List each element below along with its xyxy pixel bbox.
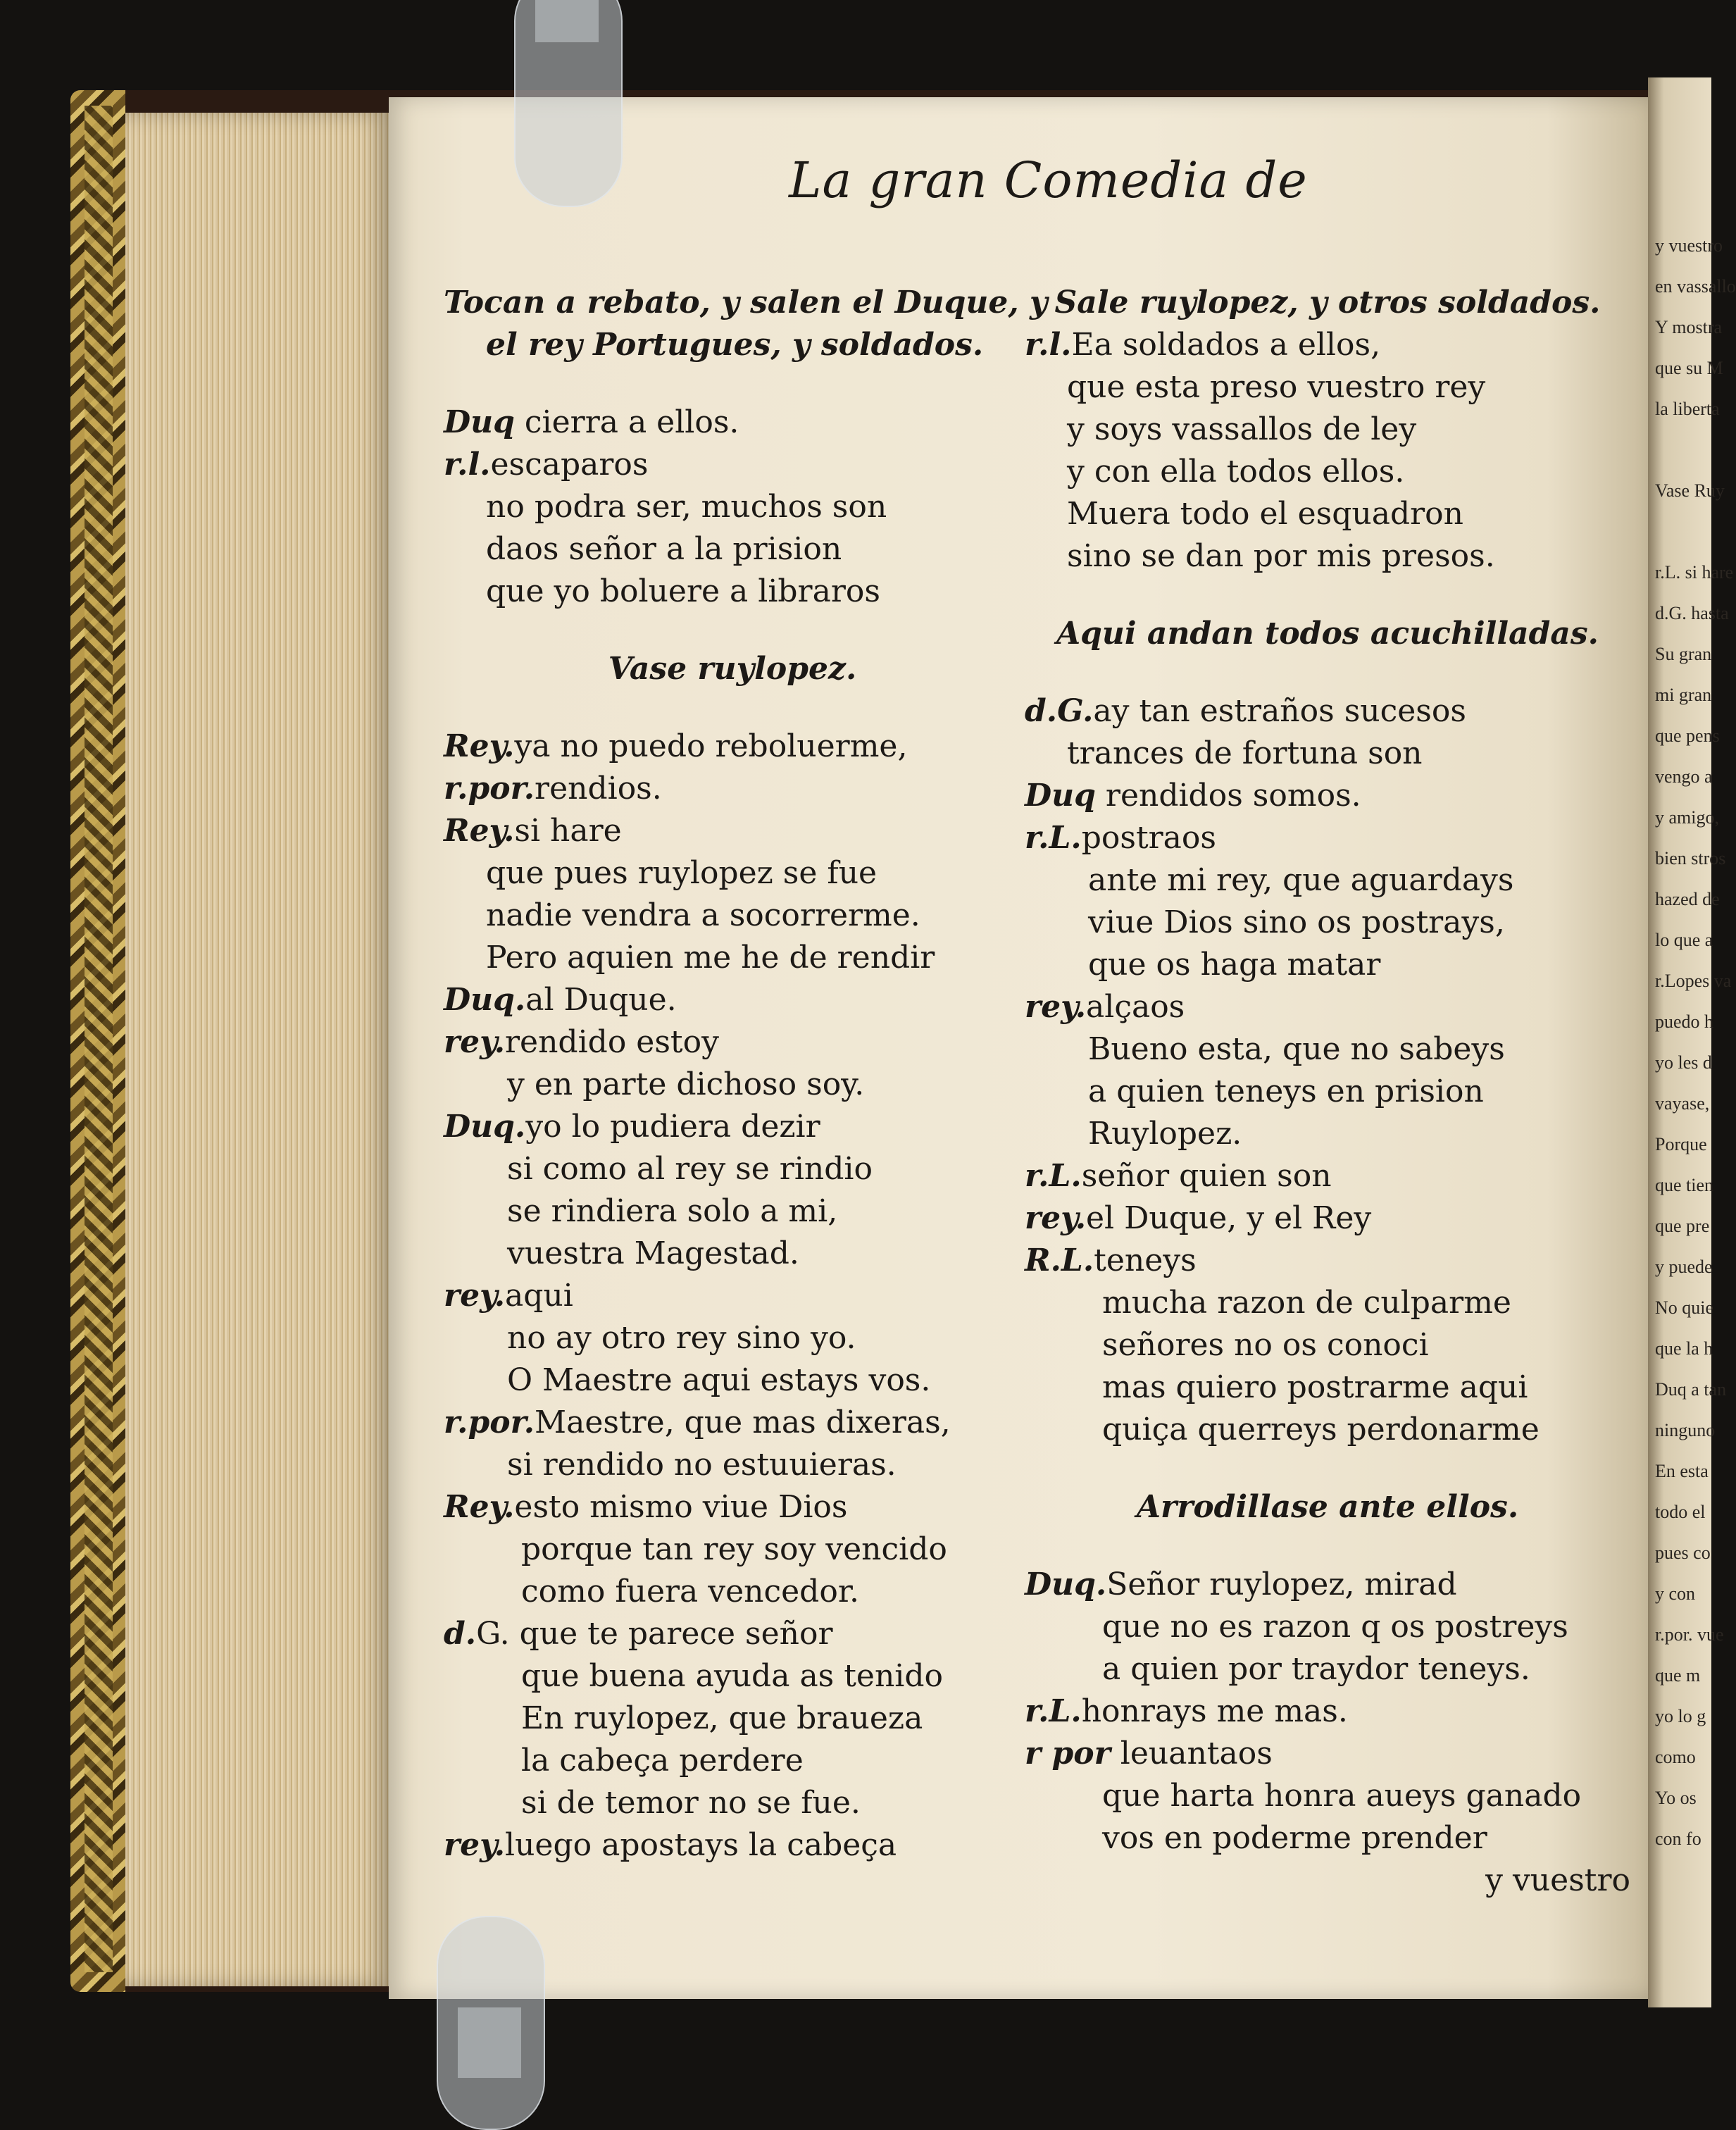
verse-line: Muera todo el esquadron [1067,496,1463,532]
line-gap [1025,578,1630,613]
facing-page-fragment: r.Lopes va [1655,971,1732,991]
line-gap [1025,1451,1630,1486]
verse-text: señor quien son [1081,1158,1332,1194]
verse-text: leuantaos [1110,1736,1273,1771]
speaker-prefix: r por [1025,1736,1111,1771]
speaker-prefix: d. [444,1616,477,1652]
speaker-prefix: Rey. [444,728,515,764]
facing-page-text-fragments [1655,225,1736,1860]
speaker-prefix: Duq. [1025,1567,1107,1602]
verse-text: ya no puedo reboluerme, [514,728,908,764]
speaker-prefix: rey. [1025,1200,1087,1236]
verse-line: ante mi rey, que aguardays [1088,862,1514,898]
speech-line [444,725,1021,768]
line-gap [1025,655,1630,690]
line-gap [444,613,1021,648]
facing-page-fragment: que tien [1655,1175,1714,1195]
speaker-prefix: Rey. [444,1489,515,1525]
stage-direction: Sale ruylopez, y otros soldados. [1054,285,1601,320]
speech-line [1025,324,1630,366]
facing-page-fragment: r.L. si hare [1655,562,1734,583]
speaker-prefix: r.l. [444,447,491,482]
verse-line: daos señor a la prision [486,531,842,567]
facing-page-fragment: con fo [1655,1829,1701,1849]
speaker-prefix: rey. [444,1278,506,1314]
verse-text: escaparos [490,447,649,482]
speaker-prefix: r.L. [1025,1158,1082,1194]
speech-line [444,979,1021,1021]
facing-page-fragment: como [1655,1747,1696,1767]
verse-line: mucha razon de culparme [1102,1285,1511,1321]
speaker-prefix: Rey. [444,813,515,849]
verse-line: que pues ruylopez se fue [486,855,878,891]
verse-line: O Maestre aqui estays vos. [507,1362,931,1398]
speech-line [444,810,1021,852]
left-text-column [444,282,1048,1867]
facing-page-fragment: lo que a [1655,930,1713,950]
verse-line: que harta honra aueys ganado [1102,1778,1582,1814]
verse-line: que yo boluere a libraros [486,573,880,609]
speaker-prefix: rey. [444,1827,506,1863]
speech-line [444,1021,1021,1064]
facing-page-fragment: yo lo g [1655,1706,1706,1726]
stage-direction: Tocan a rebato, y salen el Duque, y [444,285,1048,320]
catchword: y vuestro [1485,1862,1630,1898]
verse-line: Ruylopez. [1088,1116,1242,1152]
facing-page-fragment: hazed de [1655,889,1720,909]
verse-line: trances de fortuna son [1067,735,1423,771]
verse-text: teneys [1094,1242,1197,1278]
speech-line [1025,775,1630,817]
line-gap [444,366,1021,401]
facing-page-fragment [1655,430,1711,471]
facing-page-fragment: No quie [1655,1297,1714,1318]
facing-page-fragment: puedo h [1655,1011,1714,1032]
facing-page-fragment: En esta [1655,1461,1709,1481]
page-clip-bottom [437,1916,545,2130]
speech-line [1025,690,1630,733]
facing-page-fragment: todo el [1655,1502,1706,1522]
facing-page-fragment: Yo os [1655,1788,1697,1808]
verse-line: vos en poderme prender [1102,1820,1487,1856]
facing-page-fragment: yo les d [1655,1052,1712,1073]
speaker-prefix: Duq. [444,1109,526,1145]
facing-page-fragment: y vuestro [1655,235,1723,256]
speaker-prefix: rey. [444,1024,506,1060]
facing-page-fragment: y con [1655,1583,1696,1604]
speaker-prefix: rey. [1025,989,1087,1025]
facing-page-fragment: Porque [1655,1134,1707,1154]
speech-line [444,444,1021,486]
speech-line [1025,1690,1630,1733]
verse-text: ay tan estraños sucesos [1093,693,1466,729]
verse-line: señores no os conoci [1102,1327,1429,1363]
verse-line: mas quiero postrarme aqui [1102,1369,1528,1405]
verse-text: honrays me mas. [1081,1693,1348,1729]
facing-page-fragment: Duq a tan [1655,1379,1727,1400]
speech-line [444,401,1021,444]
speaker-prefix: r.por. [444,1405,535,1440]
speaker-prefix: R.L. [1025,1242,1094,1278]
facing-page-fragment [1655,511,1711,552]
verse-line: porque tan rey soy vencido [521,1531,947,1567]
speaker-prefix: Duq [1025,778,1096,814]
stage-direction: Aqui andan todos acuchilladas. [1056,616,1599,652]
line-gap [1025,1528,1630,1564]
verse-line: la cabeça perdere [521,1743,804,1779]
verse-line: se rindiera solo a mi, [507,1193,838,1229]
stage-direction: Vase ruylopez. [608,651,857,687]
facing-page-fragment: y amigo, [1655,807,1719,828]
speech-line [1025,986,1630,1028]
speech-line [444,1275,1021,1317]
verse-line: vuestra Magestad. [507,1235,799,1271]
facing-page-fragment: mi gran [1655,685,1712,705]
verse-line: no podra ser, muchos son [486,489,887,525]
facing-page-fragment: y puede [1655,1257,1713,1277]
page-clip-top [514,0,623,207]
speech-line [1025,1155,1630,1197]
speech-line [1025,1197,1630,1240]
right-text-column [1025,282,1630,1902]
verse-line: que buena ayuda as tenido [521,1658,944,1694]
facing-page-fragment: que su M [1655,358,1723,378]
facing-page-fragment: que la h [1655,1338,1713,1359]
verse-line: En ruylopez, que braueza [521,1700,923,1736]
speech-line [1025,1564,1630,1606]
verse-text: luego apostays la cabeça [505,1827,897,1863]
facing-page-fragment: en vassallo [1655,276,1736,297]
stage-direction: Arrodillase ante ellos. [1136,1489,1519,1525]
verse-line: y en parte dichoso soy. [507,1066,865,1102]
speech-line [444,1824,1021,1867]
verse-line: viue Dios sino os postrays, [1088,904,1505,940]
verse-line: que no es razon q os postreys [1102,1609,1568,1645]
speech-line [444,1106,1021,1148]
verse-text: al Duque. [525,982,677,1018]
facing-page-fragment: bien stros [1655,848,1726,868]
facing-page-fragment: que m [1655,1665,1701,1686]
speech-line [1025,817,1630,859]
facing-page-fragment: Su gran [1655,644,1712,664]
speaker-prefix: r.L. [1025,1693,1082,1729]
speaker-prefix: r.L. [1025,820,1082,856]
verse-line: a quien teneys en prision [1088,1073,1484,1109]
verse-line: si rendido no estuuieras. [507,1447,897,1483]
speech-line [444,1613,1021,1655]
verse-line: y con ella todos ellos. [1067,454,1405,490]
verse-line: no ay otro rey sino yo. [507,1320,856,1356]
speaker-prefix: Duq. [444,982,526,1018]
verse-line: a quien por traydor teneys. [1102,1651,1530,1687]
speech-line [444,768,1021,810]
speaker-prefix: Duq [444,404,515,440]
verse-text: Maestre, que mas dixeras, [535,1405,951,1440]
verse-line: quiça querreys perdonarme [1102,1412,1540,1447]
verse-line: sino se dan por mis presos. [1067,538,1495,574]
verse-text: Señor ruylopez, mirad [1106,1567,1457,1602]
verse-text: si hare [514,813,622,849]
verse-line: si de temor no se fue. [521,1785,861,1821]
running-head: La gran Comedia de [789,151,1308,209]
verse-line: Bueno esta, que no sabeys [1088,1031,1505,1067]
facing-page-fragment: d.G. hasta [1655,603,1729,623]
verse-text: rendidos somos. [1095,778,1361,814]
speech-line [444,1402,1021,1444]
speech-line [1025,1733,1630,1775]
verse-line: y soys vassallos de ley [1067,411,1417,447]
facing-page-fragment: pues co [1655,1543,1711,1563]
speaker-prefix: r.por. [444,771,535,806]
verse-line: nadie vendra a socorrerme. [486,897,920,933]
facing-page-fragment: Y mostra [1655,317,1723,337]
facing-page-fragment: ninguno [1655,1420,1716,1440]
verse-text: postraos [1081,820,1216,856]
line-gap [444,690,1021,725]
verse-line: si como al rey se rindio [507,1151,873,1187]
speaker-prefix: d.G. [1025,693,1094,729]
facing-page-fragment: r.por. vue [1655,1624,1724,1645]
verse-text: aqui [505,1278,573,1314]
facing-page-fragment: vengo a [1655,766,1713,787]
verse-text: rendido estoy [505,1024,719,1060]
verse-line: que esta preso vuestro rey [1067,369,1486,405]
verse-line: que os haga matar [1088,947,1381,983]
verse-text: yo lo pudiera dezir [525,1109,820,1145]
verse-text: cierra a ellos. [514,404,739,440]
gilt-pattern [85,106,113,1972]
verse-text: rendios. [535,771,662,806]
facing-page-fragment: Vase Ruy [1655,480,1725,501]
verse-text: Ea soldados a ellos, [1071,327,1381,363]
verse-text: el Duque, y el Rey [1086,1200,1372,1236]
speaker-prefix: r.l. [1025,327,1072,363]
verse-text: alçaos [1086,989,1185,1025]
verse-line: como fuera vencedor. [521,1574,860,1609]
stage-direction: el rey Portugues, y soldados. [486,327,984,363]
speech-line [1025,1240,1630,1282]
page-edges [125,113,393,1986]
speech-line [444,1486,1021,1528]
facing-page-fragment: que pre [1655,1216,1710,1236]
verse-line: Pero aquien me he de rendir [486,940,935,976]
facing-page-fragment: vayase, [1655,1093,1710,1114]
facing-page-fragment: que pens [1655,725,1720,746]
verse-text: G. que te parece señor [476,1616,833,1652]
facing-page-fragment: la liberta [1655,399,1720,419]
verse-text: esto mismo viue Dios [514,1489,848,1525]
